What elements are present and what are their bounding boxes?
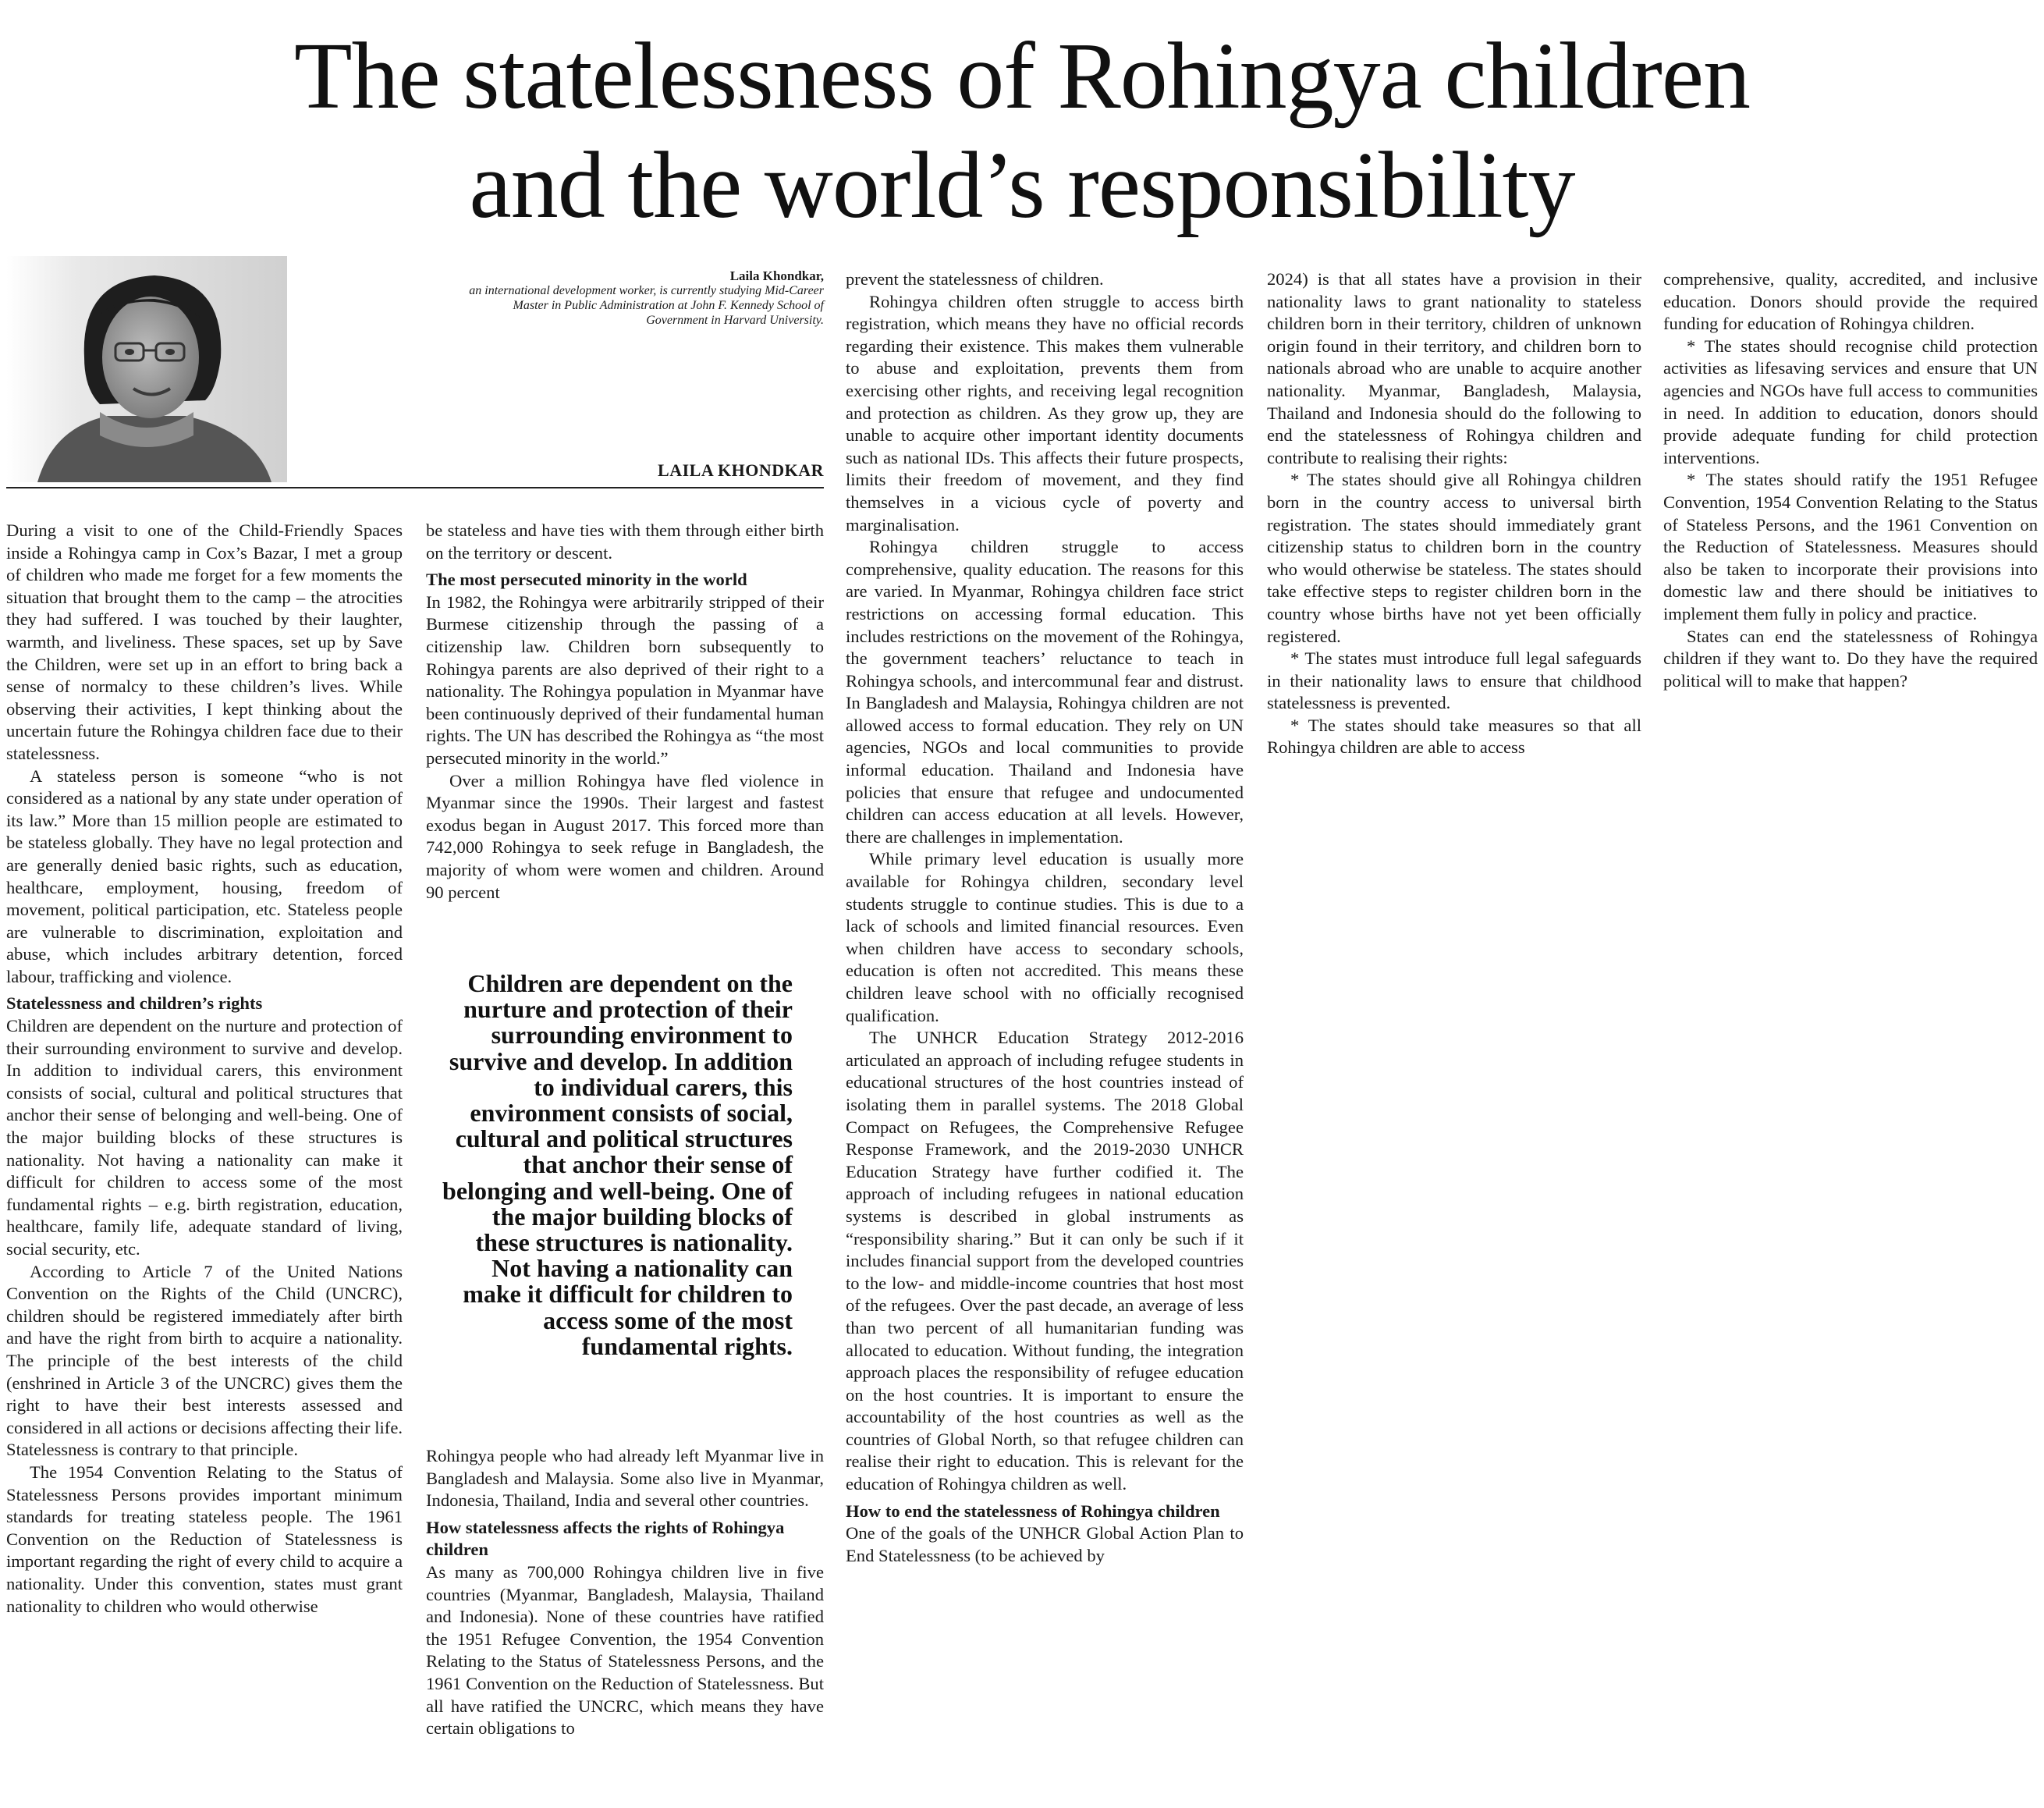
headline-line-2: and the world’s responsibility — [469, 133, 1575, 238]
paragraph: be stateless and have ties with them through either birth on the territory or descent. — [426, 520, 824, 563]
paragraph: comprehensive, quality, accredited, and inclusive education. Donors should provide the required funding for education of Rohingya children. — [1663, 269, 2038, 334]
article-column-1 — [6, 520, 403, 1806]
author-description: an international development worker, is currently studying Mid-Career Master in Public Administration at John F. Kennedy School of Government in Harvard University. — [469, 284, 824, 327]
paragraph: The UNHCR Education Strategy 2012-2016 articulated an approach of including refugee students in educational structures of the host countries instead of isolating them in parallel systems. The 2018 Global Compact on Refugees, the Comprehensive Refugee Response Framework, and the 2019-2030 UNHCR Education Strategy have further codified it. The approach of including refugees in national education systems is described in global instruments as “responsibility sharing.” But it can only be such if it includes financial support from the developed countries to the low- and middle-income countries that host most of the refugees. Over the past decade, an average of less than two percent of all humanitarian funding was allocated to education. Without funding, the integration approach places the responsibility of refugee education on the host countries. It is important to ensure the accountability of the host countries as well as the countries of Global North, so that refugee children can realise their right to education. This is relevant for the education of Rohingya children as well. — [846, 1028, 1244, 1494]
subheading: How to end the statelessness of Rohingya children — [846, 1501, 1220, 1521]
paragraph: prevent the statelessness of children. — [846, 269, 1104, 289]
article-column-4 — [1267, 268, 1641, 815]
paragraph: In 1982, the Rohingya were arbitrarily stripped of their Burmese citizenship through the passing of a citizenship law. Children born subsequently to Rohingya parents are also deprived of their right to a nationality. The Rohingya population in Myanmar have been continuously deprived of their fundamental human rights. The UN has described the Rohingya as “the most persecuted minority in the world.” — [426, 591, 824, 768]
paragraph: Rohingya children often struggle to access birth registration, which means they have no official records regarding their existence. This makes them vulnerable to abuse and exploitation, prevents them from exercising other rights, and receiving legal recognition and protection as children. As they grow up, they are unable to acquire other important identity documents such as national IDs. This affects their future prospects, limits their freedom of movement, and they find themselves in a vicious cycle of poverty and marginalisation. — [846, 291, 1244, 535]
author-byline — [468, 268, 824, 328]
bullet-paragraph: * The states should take measures so that all Rohingya children are able to access — [1267, 715, 1641, 758]
paragraph: The 1954 Convention Relating to the Status of Statelessness Persons provides important minimum standards for treating stateless people. The 1961 Convention on the Reduction of Statelessness is important regarding the right of every child to acquire a nationality. Under this convention, states must grant nationality to children who would otherwise — [6, 1462, 403, 1616]
article-column-3 — [846, 268, 1244, 1806]
bullet-paragraph: * The states must introduce full legal safeguards in their nationality laws to ensure that childhood statelessness is prevented. — [1267, 648, 1641, 713]
author-name: Laila Khondkar, — [729, 268, 824, 283]
subheading: Statelessness and children’s rights — [6, 993, 263, 1014]
paragraph: Rohingya people who had already left Myanmar live in Bangladesh and Malaysia. Some also live in Myanmar, Indonesia, Thailand, India and several other countries. — [426, 1446, 824, 1511]
photo-divider — [6, 487, 824, 488]
subheading: How statelessness affects the rights of Rohingya children — [426, 1517, 785, 1560]
pull-quote: Children are dependent on the nurture and protection of their surrounding environment to survive and develop. In addition to individual carers, this environment consists of social, cultural and political structures that anchor their sense of belonging and well-being. One of the major building blocks of these structures is nationality. Not having a nationality can make it difficult for children to access some of the most fundamental rights. — [442, 969, 793, 1360]
article-column-2-top — [426, 520, 824, 957]
paragraph: While primary level education is usually more available for Rohingya children, secondary level students struggle to continue studies. This is due to a lack of schools and limited financial resources. Even when children have access to secondary schools, education is often not accredited. This means these children leave school with no officially recognised qualification. — [846, 849, 1244, 1025]
headline — [0, 22, 2044, 240]
article-column-5 — [1663, 268, 2038, 830]
paragraph: One of the goals of the UNHCR Global Action Plan to End Statelessness (to be achieved by — [846, 1523, 1244, 1565]
paragraph: During a visit to one of the Child-Friendly Spaces inside a Rohingya camp in Cox’s Bazar, I met a group of children who made me forget for a few moments the situation that brought them to the camp – the atrocities they had suffered. I was touched by their laughter, warmth, and liveliness. These spaces, set up by Save the Children, were set up in an effort to bring back a sense of normalcy to these children’s lives. While observing their activities, I kept thinking about the uncertain future the Rohingya children face due to their statelessness. — [6, 520, 403, 763]
article-column-2-bottom — [426, 1445, 824, 1806]
paragraph: As many as 700,000 Rohingya children live in five countries (Myanmar, Bangladesh, Malaysia, Thailand and Indonesia). None of these countries have ratified the 1951 Refugee Convention, the 1954 Convention Relating to the Status of Statelessness Persons, and the 1961 Convention on the Reduction of Statelessness. But all have ratified the UNCRC, which means they have certain obligations to — [426, 1561, 824, 1739]
paragraph: 2024) is that all states have a provision in their nationality laws to grant nationality to stateless children born in their territory, children of unknown origin found in their territory, and children born to nationals abroad who are unable to acquire another nationality. Myanmar, Bangladesh, Malaysia, Thailand and Indonesia should do the following to end the statelessness of Rohingya children and contribute to realising their rights: — [1267, 269, 1641, 467]
paragraph: States can end the statelessness of Rohingya children if they want to. Do they have the required political will to make that happen? — [1663, 626, 2038, 691]
paragraph: A stateless person is someone “who is not considered as a national by any state under operation of its law.” More than 15 million people are estimated to be stateless globally. They have no legal protection and are generally denied basic rights, such as education, healthcare, employment, housing, freedom of movement, political participation, etc. Stateless people are vulnerable to discrimination, exploitation and abuse, which includes arbitrary detention, forced labour, trafficking and violence. — [6, 765, 403, 986]
headline-line-1: The statelessness of Rohingya children — [293, 23, 1751, 129]
photo-credit: LAILA KHONDKAR — [658, 460, 824, 480]
paragraph: According to Article 7 of the United Nations Convention on the Rights of the Child (UNCRC), children should be registered immediately after birth and have the right from birth to acquire a nationality. The principle of the best interests of the child (enshrined in Article 3 of the UNCRC) gives them the right to have their best interests assessed and considered in all actions or decisions affecting their life. Statelessness is contrary to that principle. — [6, 1261, 403, 1460]
subheading: The most persecuted minority in the world — [426, 570, 747, 590]
paragraph: Children are dependent on the nurture and protection of their surrounding environment to survive and develop. In addition to individual carers, this environment consists of social, cultural and political structures that anchor their sense of belonging and well-being. One of the major building blocks of these structures is nationality. Not having a nationality can make it difficult for children to access some of the most fundamental rights – e.g. birth registration, education, healthcare, family life, adequate standard of living, social security, etc. — [6, 1016, 403, 1259]
bullet-paragraph: * The states should recognise child protection activities as lifesaving services and ensure that UN agencies and NGOs have full access to communities in need. In addition to education, donors should provide adequate funding for child protection interventions. — [1663, 336, 2038, 467]
paragraph: Over a million Rohingya have fled violence in Myanmar since the 1990s. Their largest and fastest exodus began in August 2017. This forced more than 742,000 Rohingya to seek refuge in Bangladesh, the majority of whom were women and children. Around 90 percent — [426, 770, 824, 902]
author-photo — [6, 256, 287, 482]
bullet-paragraph: * The states should ratify the 1951 Refugee Convention, 1954 Convention Relating to the Status of Stateless Persons, and the 1961 Convention on the Reduction of Statelessness. Measures should also be taken to incorporate their provisions into domestic law and there should be initiatives to implement them fully in policy and practice. — [1663, 470, 2038, 623]
bullet-paragraph: * The states should give all Rohingya children born in the country access to universal birth registration. The states should immediately grant citizenship status to children born in the country who would otherwise be stateless. The states should take effective steps to register children born in the country whose births have not yet been officially registered. — [1267, 470, 1641, 646]
paragraph: Rohingya children struggle to access comprehensive, quality education. The reasons for this are varied. In Myanmar, Rohingya children face strict restrictions on accessing formal education. This includes restrictions on the movement of the Rohingya, the government teachers’ reluctance to teach in Rohingya schools, and intercommunal fear and distrust. In Bangladesh and Malaysia, Rohingya children are not allowed access to formal education. They rely on UN agencies, NGOs and local communities to provide informal education. Thailand and Indonesia have policies that ensure that refugee and undocumented children can access education at all levels. However, there are challenges in implementation. — [846, 537, 1244, 847]
